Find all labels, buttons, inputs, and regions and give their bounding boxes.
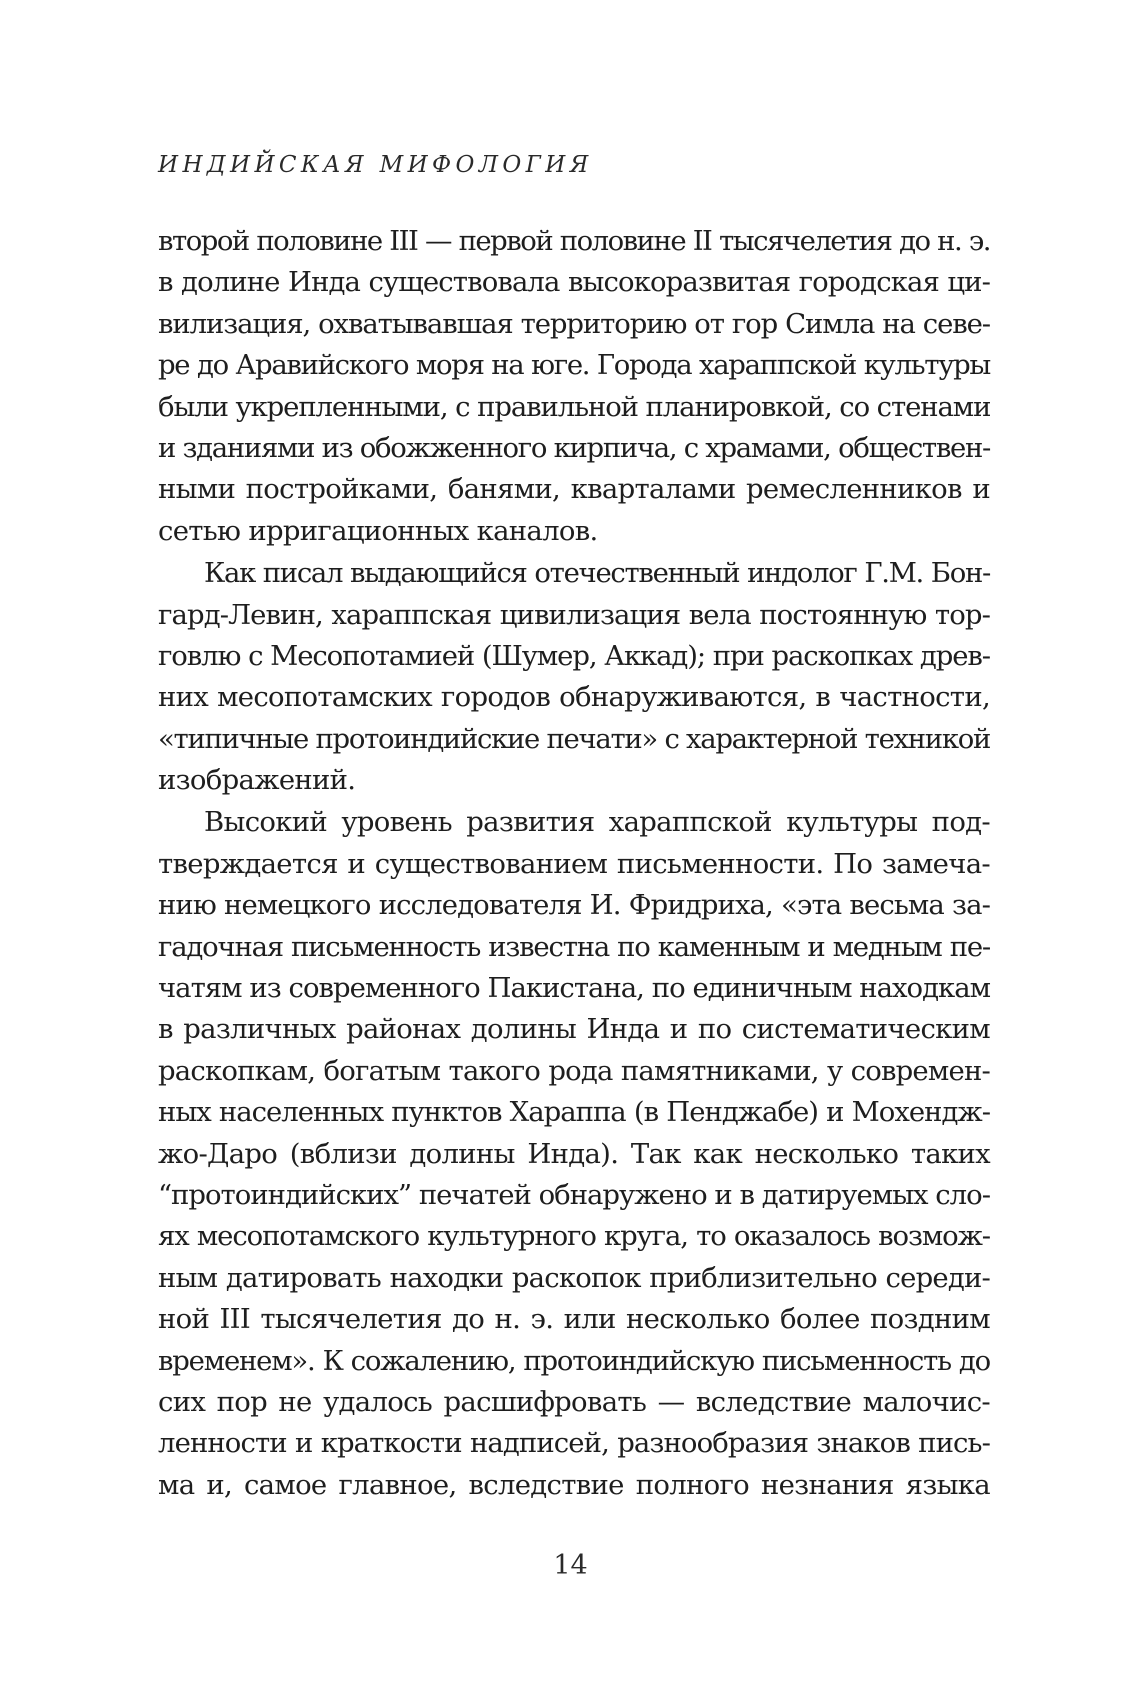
- paragraph-2: [158, 553, 990, 801]
- text-line: сих пор не удалось расшифровать — вследствие малочис-: [158, 1385, 990, 1418]
- text-line: гадочная письменность известна по каменным и медным пе-: [158, 930, 990, 963]
- text-line: говлю с Месопотамией (Шумер, Аккад); при раскопках древ-: [158, 639, 990, 672]
- text-line: Как писал выдающийся отечественный индолог Г.М. Бон-: [204, 557, 990, 590]
- text-line: них месопотамских городов обнаруживаются, в частности,: [158, 681, 990, 714]
- paragraph-1: [158, 221, 990, 552]
- text-line: и зданиями из обожженного кирпича, с храмами, обществен-: [158, 431, 991, 464]
- text-line: «типичные протоиндийские печати» с характерной техникой: [158, 722, 990, 755]
- text-line: жо-Даро (вблизи долины Инда). Так как несколько таких: [158, 1137, 990, 1170]
- text-line: сетью ирригационных каналов.: [158, 514, 598, 547]
- text-line: в долине Инда существовала высокоразвитая городская ци-: [158, 266, 990, 299]
- text-line: изображений.: [158, 764, 356, 797]
- text-line: ях месопотамского культурного круга, то оказалось возмож-: [158, 1220, 990, 1253]
- text-line: ными постройками, банями, кварталами ремесленников и: [158, 473, 990, 506]
- text-line: временем». К сожалению, протоиндийскую письменность до: [158, 1344, 990, 1377]
- text-line: вилизация, охватывавшая территорию от гор Симла на севе-: [158, 307, 990, 340]
- running-head: ИНДИЙСКАЯ МИФОЛОГИЯ: [158, 152, 593, 178]
- text-line: нию немецкого исследователя И. Фридриха, «эта весьма за-: [158, 889, 990, 922]
- text-line: Высокий уровень развития хараппской культуры под-: [204, 806, 990, 839]
- text-line: раскопкам, богатым такого рода памятниками, у современ-: [158, 1054, 990, 1087]
- text-line: чатям из современного Пакистана, по единичным находкам: [158, 972, 990, 1005]
- text-line: гард-Левин, хараппская цивилизация вела постоянную тор-: [158, 598, 990, 631]
- paragraph-3: [158, 802, 990, 1506]
- body-text: [158, 221, 990, 1506]
- text-line: в различных районах долины Инда и по систематическим: [158, 1013, 990, 1046]
- text-line: ных населенных пунктов Хараппа (в Пенджабе) и Мохендж-: [158, 1096, 990, 1129]
- page-number: 14: [553, 1550, 588, 1581]
- text-line: были укрепленными, с правильной планировкой, со стенами: [158, 390, 991, 423]
- text-line: тверждается и существованием письменности. По замеча-: [158, 847, 990, 880]
- text-line: ре до Аравийского моря на юге. Города хараппской культуры: [158, 349, 990, 382]
- text-line: ной III тысячелетия до н. э. или несколько более поздним: [158, 1303, 990, 1336]
- text-line: “протоиндийских” печатей обнаружено и в датируемых сло-: [158, 1178, 990, 1211]
- text-line: ным датировать находки раскопок приблизительно середи-: [158, 1261, 990, 1294]
- text-line: второй половине III — первой половине II тысячелетия до н. э.: [158, 225, 990, 257]
- text-line: ма и, самое главное, вследствие полного незнания языка: [158, 1468, 990, 1501]
- text-line: ленности и краткости надписей, разнообразия знаков пись-: [158, 1427, 990, 1460]
